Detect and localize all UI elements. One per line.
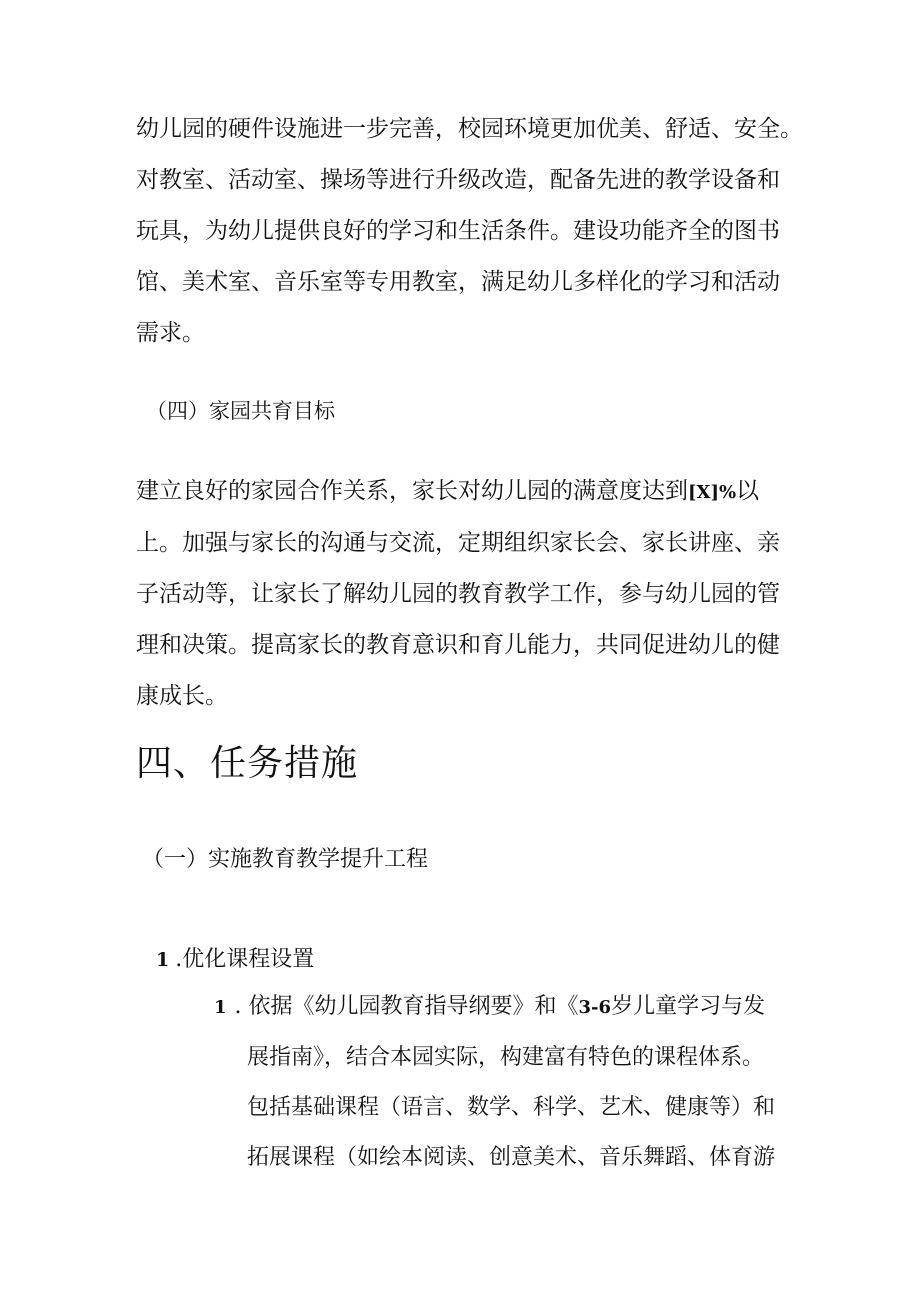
paragraph-line: 拓展课程（如绘本阅读、创意美术、音乐舞蹈、体育游 — [247, 1145, 776, 1170]
paragraph-line: 上。加强与家长的沟通与交流，定期组织家长会、家长讲座、亲 — [136, 530, 780, 556]
line-text: . 依据《幼儿园教育指导纲要》和《 — [234, 994, 579, 1019]
paragraph-line: 理和决策。提高家长的教育意识和育儿能力，共同促进幼儿的健 — [136, 632, 780, 658]
paragraph-facilities — [136, 104, 803, 359]
paragraph-line: 包括基础课程（语言、数学、科学、艺术、健康等）和 — [247, 1095, 776, 1120]
subheading-teaching-project: （一）实施教育教学提升工程 — [142, 847, 429, 872]
sub-item-number: 1 — [214, 997, 227, 1018]
section-heading: 四、任务措施 — [136, 743, 359, 784]
paragraph-home-school — [136, 466, 786, 722]
paragraph-line: 子活动等，让家长了解幼儿园的教育教学工作，参与幼儿园的管 — [136, 581, 780, 607]
item-heading — [156, 942, 314, 973]
item-title: .优化课程设置 — [175, 947, 315, 972]
item-number: 1 — [156, 949, 170, 971]
paragraph-line: 对教室、活动室、操场等进行升级改造，配备先进的教学设备和 — [136, 167, 780, 193]
paragraph-line: 玩具，为幼儿提供良好的学习和生活条件。建设功能齐全的图书 — [136, 218, 780, 244]
line-text: 岁儿童学习与发 — [611, 994, 766, 1019]
paragraph-line: 需求。 — [136, 320, 205, 346]
paragraph-line — [136, 466, 786, 518]
line-text: 建立良好的家园合作关系，家长对幼儿园的满意度达到 — [136, 478, 688, 504]
subheading-home-school-goal: （四）家园共育目标 — [146, 399, 335, 423]
line-text: 以 — [736, 478, 760, 504]
sub-item-paragraph — [214, 982, 775, 1183]
paragraph-line: 展指南》，结合本园实际，构建富有特色的课程体系。 — [247, 1045, 765, 1070]
paragraph-line: 幼儿园的硬件设施进一步完善，校园环境更加优美、舒适、安全。 — [136, 116, 803, 142]
paragraph-line: 康成长。 — [136, 683, 228, 709]
paragraph-line: 馆、美术室、音乐室等专用教室，满足幼儿多样化的学习和活动 — [136, 269, 780, 295]
satisfaction-placeholder: [X]% — [688, 482, 737, 503]
age-range: 3-6 — [578, 997, 612, 1018]
paragraph-line — [214, 982, 775, 1033]
